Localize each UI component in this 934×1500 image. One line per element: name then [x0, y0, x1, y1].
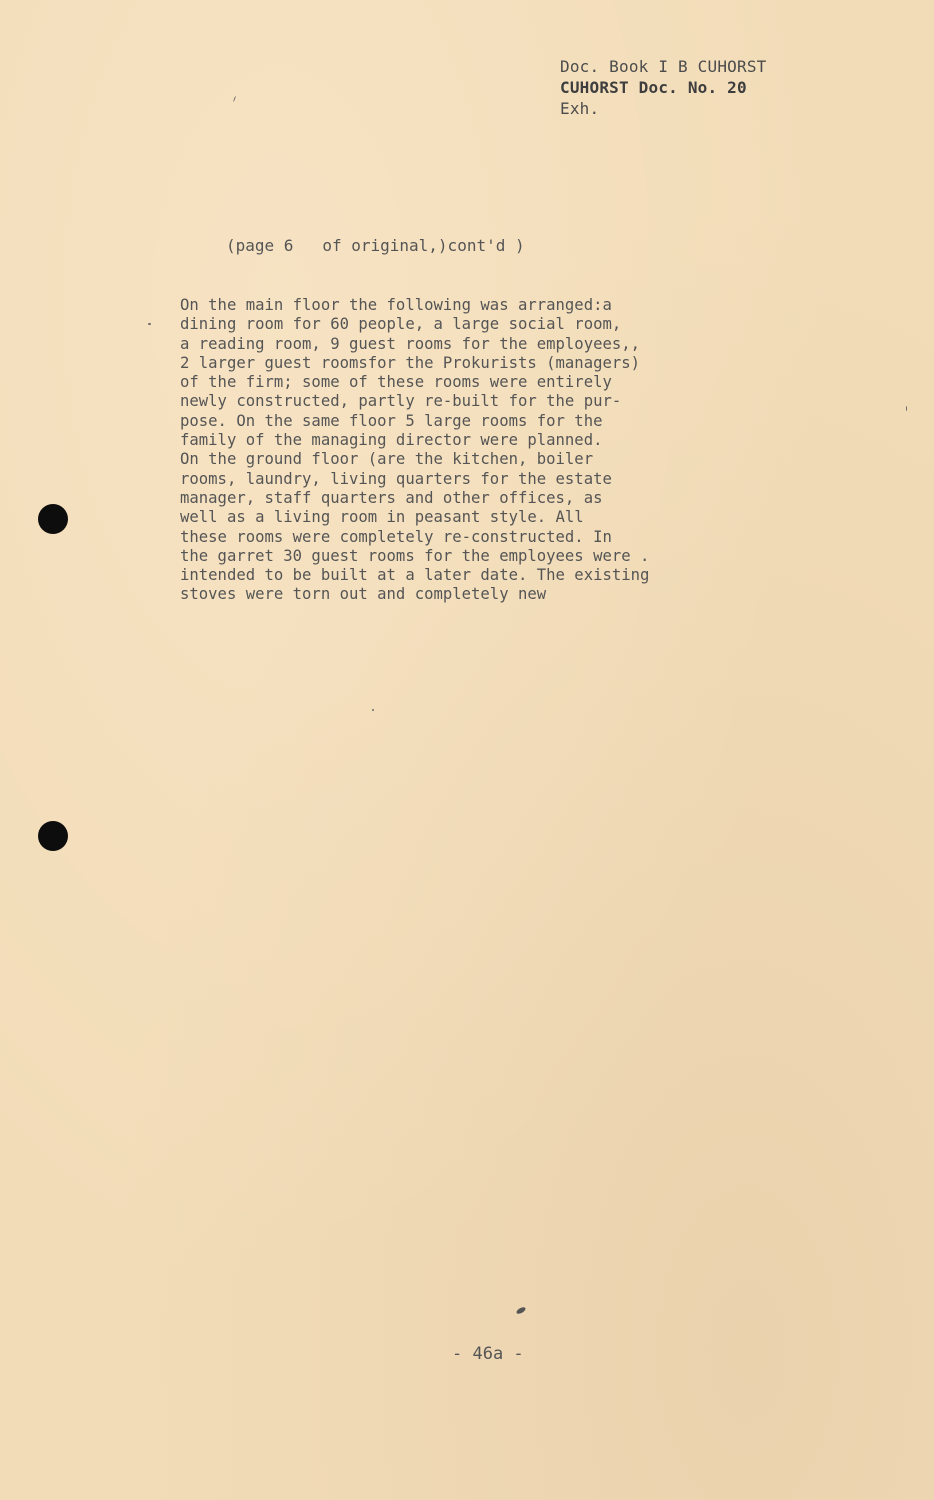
body-line: On the main floor the following was arranged:a [180, 296, 612, 314]
body-line: On the ground floor (are the kitchen, boiler [180, 450, 594, 469]
body-line: manager, staff quarters and other offices, as [180, 488, 603, 507]
paper-mark [372, 709, 374, 711]
original-page-reference: (page 6 of original,)cont'd ) [226, 236, 525, 255]
body-line: the garret 30 guest rooms for the employees were . [180, 546, 650, 565]
body-line: stoves were torn out and completely new [180, 585, 547, 604]
body-line: rooms, laundry, living quarters for the estate [180, 469, 612, 488]
body-line: pose. On the same floor 5 large rooms for the [180, 411, 603, 430]
document-header [560, 56, 767, 119]
body-line: newly constructed, partly re-built for the pur- [180, 392, 622, 411]
body-line: family of the managing director were planned. [180, 431, 603, 450]
body-line: intended to be built at a later date. The existing [180, 566, 650, 585]
ink-blot [515, 1306, 526, 1315]
body-line: dining room for 60 people, a large social room, [180, 315, 622, 334]
page-number: - 46a - [452, 1344, 524, 1364]
body-line: these rooms were completely re-constructed. In [180, 527, 612, 546]
paper-mark [906, 406, 907, 411]
body-line: well as a living room in peasant style. All [180, 508, 584, 527]
binder-hole-lower [38, 821, 68, 851]
exhibit-label: Exh. [560, 99, 600, 118]
body-line: of the firm; some of these rooms were entirely [180, 373, 612, 392]
body-paragraph [180, 296, 800, 605]
doc-book-reference: Doc. Book I B CUHORST [560, 57, 767, 76]
doc-number-reference: CUHORST Doc. No. 20 [560, 78, 747, 97]
paper-mark [148, 323, 151, 325]
binder-hole-upper [38, 504, 68, 534]
paper-mark [233, 96, 236, 102]
body-line: a reading room, 9 guest rooms for the employees,, [180, 334, 641, 353]
body-line: 2 larger guest roomsfor the Prokurists (managers) [180, 353, 641, 372]
